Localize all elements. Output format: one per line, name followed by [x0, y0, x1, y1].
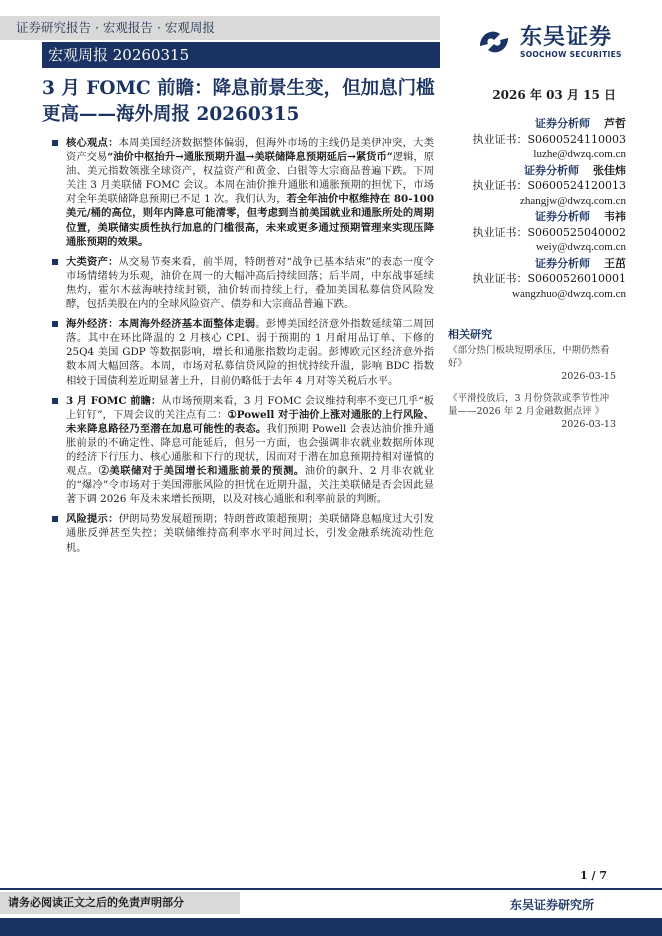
bullet-text-bold: “油价中枢抬升→通胀预期升温→美联储降息预期延后→紧货币”	[107, 151, 393, 164]
bullet-text: 逻辑，原油、美元指数领涨全球资产，权益资产和黄金、白银等大宗商品普遍下跌。下周关注 3 月美联储 FOMC 会议。本周在油价推升通胀和通胀预期的担忧下，市场对全年美联储降息预期已不足 1 次。我们认为，	[66, 151, 435, 206]
bullet-text-bold: 本周海外经济基本面整体走弱	[118, 318, 256, 331]
related-item[interactable]	[448, 392, 616, 431]
analyst-card	[448, 163, 626, 210]
related-research-heading: 相关研究	[448, 328, 492, 341]
analyst-name: 王茁	[604, 256, 626, 270]
bullet-text: 油价的飙升、2 月非农就业的“爆冷”令市场对于美国滞胀风险的担忧在近期升温，关注美联储是否会因此显著下调 2026 年及未来增长预期，以及对核心通胀和利率前景的判断。	[66, 465, 435, 506]
analyst-email[interactable]: wangzhuo@dwzq.com.cn	[512, 287, 626, 300]
analyst-name: 芦哲	[604, 117, 626, 130]
report-title: 3 月 FOMC 前瞻：降息前景生变，但加息门槛更高——海外周报 20260315	[42, 78, 435, 125]
analyst-license: 执业证书：S0600526010001	[472, 272, 626, 285]
bullet-overseas-economy	[52, 317, 434, 387]
related-item[interactable]	[448, 344, 616, 383]
bullet-asset-classes	[52, 255, 434, 311]
bullet-heading: 海外经济：	[66, 318, 119, 331]
bullet-text: 从交易节奏来看，前半周，特朗普对“战争已基本结束”的表态一度令市场情绪转为乐观，油价在周一的大幅冲高后持续回落；后半周，中东战事延续焦灼，霍尔木兹海峡持续封锁，油价转而持续上行，叠加美国私募信贷风险发酵，包括美股在内的全球风险资产、债券和大宗商品普遍下跌。	[66, 255, 435, 311]
analyst-card	[448, 256, 626, 303]
bullet-square-icon	[52, 398, 58, 404]
related-item-title[interactable]: 《平滑投放后，3 月份贷款或季节性冲量——2026 年 2 月金融数据点评 》	[448, 393, 610, 417]
company-logo	[474, 20, 624, 70]
analyst-card	[448, 209, 626, 256]
bullet-heading: 风险提示：	[66, 513, 119, 526]
bullet-square-icon	[52, 516, 58, 522]
bullet-text-bold: ①Powell 对于油价上涨对通胀的上行风险、未来降息路径乃至潜在加息可能性的表态。	[66, 408, 434, 435]
footer-bar	[0, 918, 662, 936]
bullet-heading: 3 月 FOMC 前瞻：	[66, 394, 162, 407]
bullet-heading: 核心观点：	[66, 137, 119, 149]
bullet-text: 伊朗局势发展超预期；特朗普政策超预期；美联储降息幅度过大引发通胀反弹甚至失控；美联储维持高利率水平时间过长，引发金融系统流动性危机。	[66, 513, 435, 554]
bullet-square-icon	[52, 321, 58, 327]
footer-divider	[0, 888, 662, 890]
analyst-role: 证券分析师	[535, 256, 590, 270]
bullet-text-bold: 若全年油价中枢维持在 80-100 美元/桶的高位，则年内降息可能清零，但考虑到当前美国就业和通胀所处的周期位置，美联储实质性执行加息的门槛很高，未来或更多通过预期管理来实现压降通胀预期的效果。	[66, 193, 434, 248]
analyst-role: 证券分析师	[524, 163, 579, 177]
bullet-text: 从市场预期来看，3 月 FOMC 会议维持利率不变已几乎“板上钉钉”，下周会议的关注点有二：	[66, 394, 434, 421]
analyst-license: 执业证书：S0600524110003	[472, 132, 626, 146]
analyst-license: 执业证书：S0600525040002	[472, 225, 626, 239]
analyst-panel	[448, 116, 626, 302]
logo-name-en: SOOCHOW SECURITIES	[520, 50, 622, 59]
analyst-license: 执业证书：S0600524120013	[472, 179, 626, 192]
analyst-card	[448, 116, 626, 163]
bullet-fomc-preview	[52, 394, 434, 507]
related-item-title[interactable]: 《部分热门板块短期承压，中期仍然看好》	[448, 345, 610, 369]
report-summary	[52, 136, 434, 561]
report-category: 证券研究报告 · 宏观报告 · 宏观周报	[0, 16, 440, 40]
analyst-email[interactable]: weiy@dwzq.com.cn	[535, 241, 626, 253]
bullet-text: 我们预期 Powell 会表达油价推升通胀前景的不确定性、降息可能延后，但另一方面，也会强调非农就业数据所体现的经济下行压力、核心通胀和下行的现状，因而对于潜在加息预期持相对谨慎的观点。	[66, 422, 435, 478]
related-item-date: 2026-03-13	[561, 419, 616, 430]
logo-mark-icon	[474, 22, 514, 62]
bullet-text-bold: ②美联储对于美国增长和通胀前景的预测。	[98, 465, 305, 478]
bullet-heading: 大类资产：	[66, 255, 119, 268]
bullet-core-view	[52, 136, 434, 249]
report-date: 2026 年 03 月 15 日	[492, 88, 616, 102]
bullet-square-icon	[52, 259, 58, 265]
analyst-role: 证券分析师	[535, 117, 590, 130]
analyst-role: 证券分析师	[535, 210, 590, 223]
disclaimer-note: 请务必阅读正文之后的免责声明部分	[0, 892, 240, 914]
page-number: 1 / 7	[580, 869, 607, 882]
bullet-text: 本周美国经济数据整体偏弱，但海外市场的主线仍是美伊冲突，大类资产交易	[66, 137, 435, 164]
bullet-square-icon	[52, 140, 58, 146]
analyst-name: 张佳炜	[593, 163, 626, 177]
institute-name: 东吴证券研究所	[510, 898, 595, 912]
analyst-email[interactable]: luzhe@dwzq.com.cn	[533, 148, 626, 160]
analyst-name: 韦祎	[604, 210, 626, 223]
report-series: 宏观周报 20260315	[42, 42, 440, 68]
bullet-text: 。彭博美国经济意外指数延续第二周回落。其中在环比降温的 2 月核心 CPI、弱于预期的 1 月耐用品订单、下修的 25Q4 美国 GDP 等数据影响，增长和通胀指数均走弱。彭博欧元区经济意外指数本周大幅回落。本周，市场对私募信贷风险的担忧持续升温，影响 BDC 指数相较于国债利差近期显著上升，目前仍略低于去年 4 月对等关税后水平。	[66, 318, 435, 387]
bullet-risk-warning	[52, 512, 434, 554]
analyst-email[interactable]: zhangjw@dwzq.com.cn	[519, 194, 626, 207]
related-item-date: 2026-03-15	[561, 371, 616, 382]
logo-name-cn: 东吴证券	[520, 25, 613, 50]
